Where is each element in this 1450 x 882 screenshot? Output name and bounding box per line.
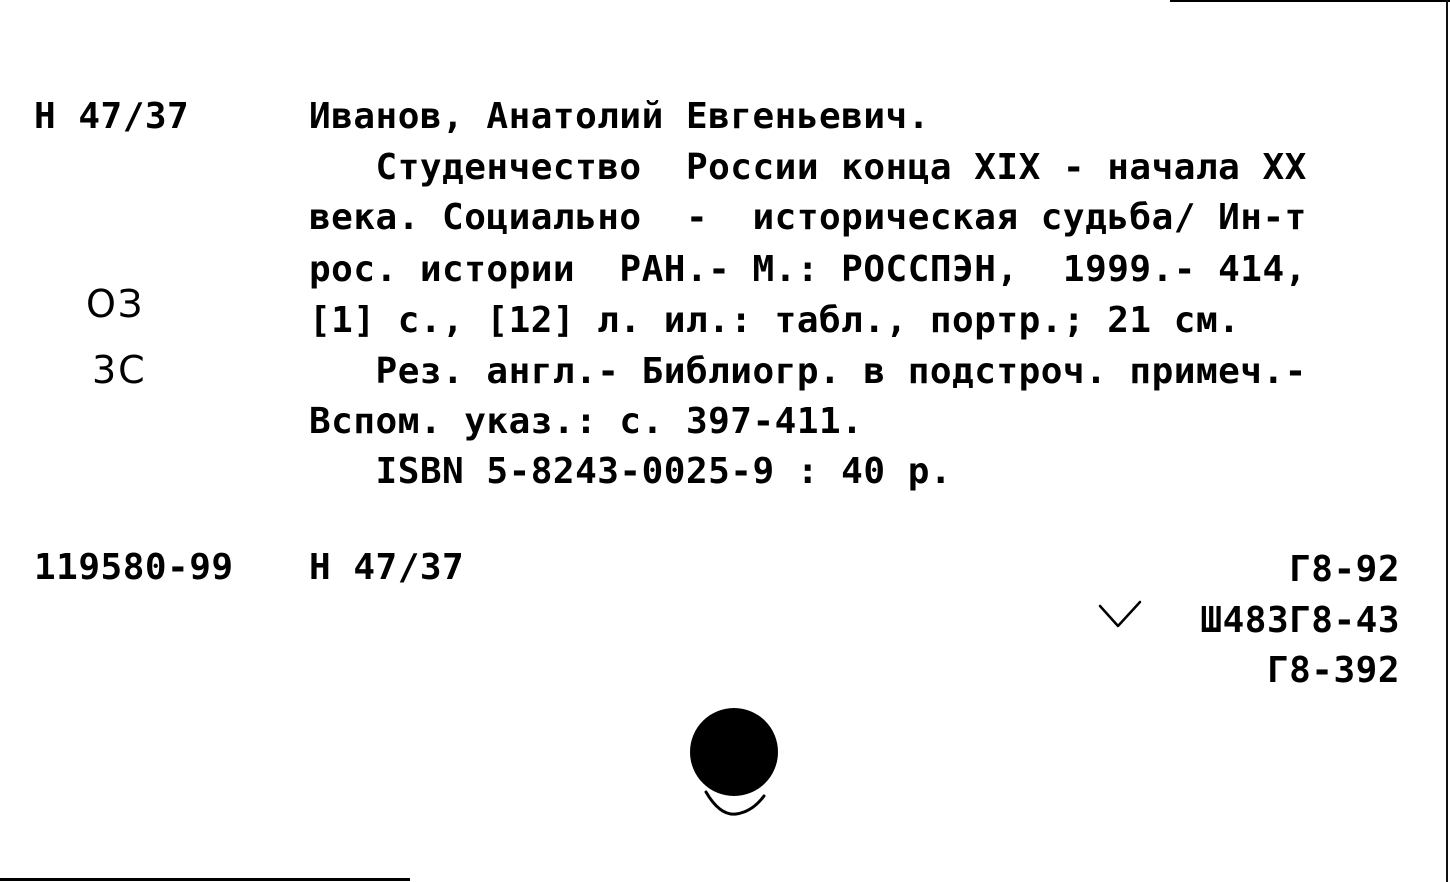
entry-line-6: Вспом. указ.: с. 397-411. xyxy=(309,401,864,442)
punch-hole-tear-icon xyxy=(700,782,770,822)
entry-line-7: ISBN 5-8243-0025-9 : 40 р. xyxy=(309,451,953,492)
right-edge-line xyxy=(1446,0,1448,882)
handwritten-code-2: 3С xyxy=(92,348,147,392)
call-number: Н 47/37 xyxy=(34,96,190,137)
handwritten-code-1: ОЗ xyxy=(86,282,145,326)
classification-code-1: Г8-92 xyxy=(1289,549,1400,590)
author-heading: Иванов, Анатолий Евгеньевич. xyxy=(309,96,930,137)
accession-number: 119580-99 xyxy=(34,547,234,588)
entry-line-3: рос. истории РАН.- М.: РОССПЭН, 1999.- 414, xyxy=(309,249,1307,290)
classification-code-2: Ш483Г8-43 xyxy=(1200,600,1400,641)
entry-line-4: [1] с., [12] л. ил.: табл., портр.; 21 см. xyxy=(309,300,1241,341)
call-number-repeat: Н 47/37 xyxy=(309,547,465,588)
entry-line-5: Рез. англ.- Библиогр. в подстроч. примеч.- xyxy=(309,351,1307,392)
entry-line-1: Студенчество России конца XIX - начала XX xyxy=(309,147,1307,188)
check-mark-icon xyxy=(1098,600,1142,630)
entry-line-2: века. Социально - историческая судьба/ Ин-т xyxy=(309,197,1307,238)
top-edge-line xyxy=(1170,0,1450,2)
classification-code-3: Г8-392 xyxy=(1266,650,1400,691)
bottom-edge-line xyxy=(0,878,410,881)
